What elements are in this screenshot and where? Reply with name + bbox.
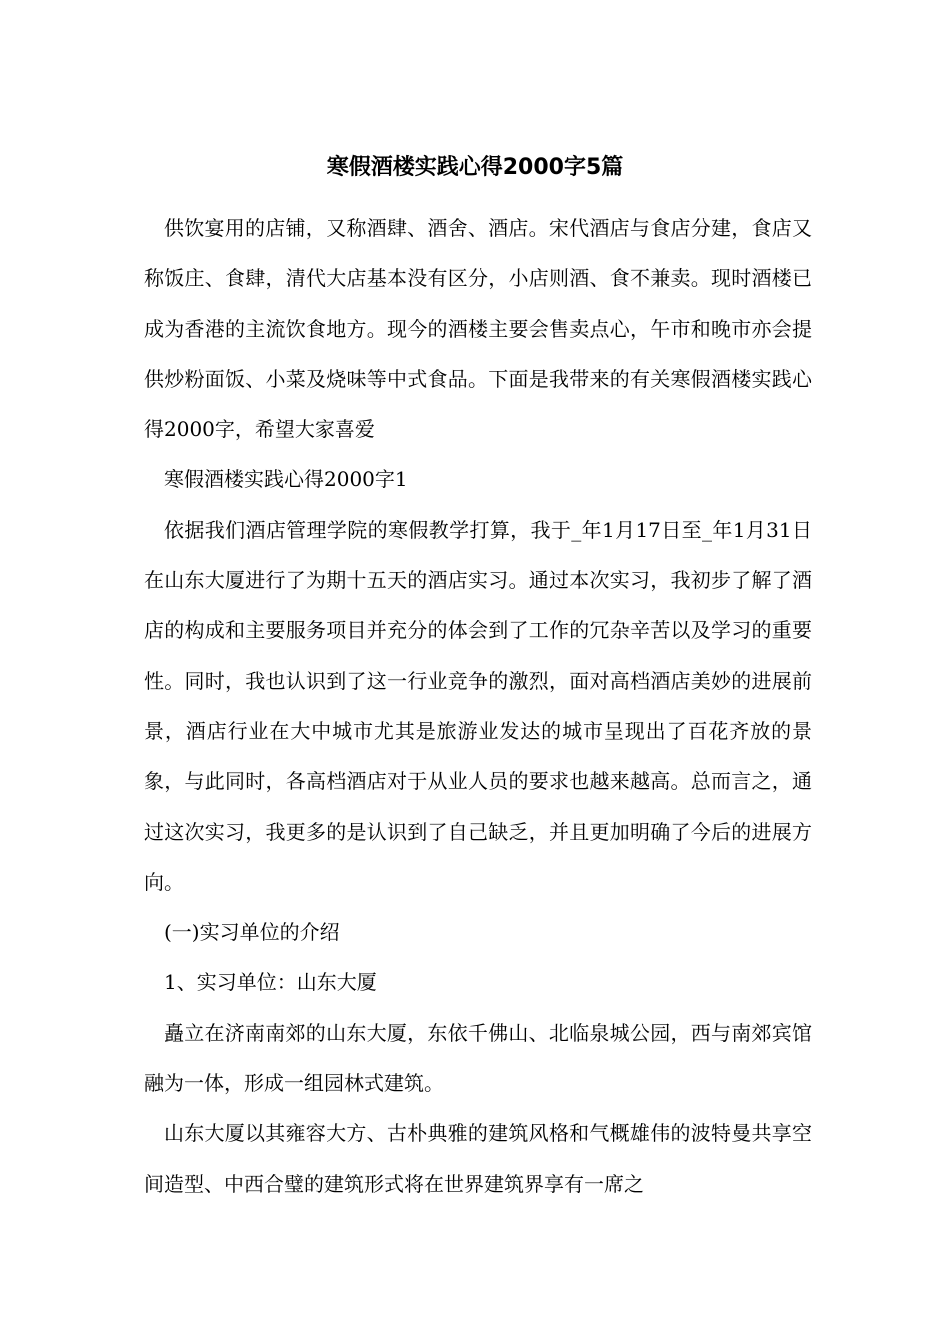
- paragraph-location: 矗立在济南南郊的山东大厦，东依千佛山、北临泉城公园，西与南郊宾馆融为一体，形成一组园林式建筑。: [144, 1020, 812, 1096]
- list-item-unit: 1、实习单位：山东大厦: [164, 970, 377, 995]
- subsection-heading: (一)实习单位的介绍: [164, 920, 340, 945]
- paragraph-architecture: 山东大厦以其雍容大方、古朴典雅的建筑风格和气概雄伟的波特曼共享空间造型、中西合璧的建筑形式将在世界建筑界享有一席之: [144, 1121, 812, 1196]
- paragraph-intro: 供饮宴用的店铺，又称酒肆、酒舍、酒店。宋代酒店与食店分建，食店又称饭庄、食肆，清代大店基本没有区分，小店则酒、食不兼卖。现时酒楼已成为香港的主流饮食地方。现今的酒楼主要会售卖点心，午市和晚市亦会提供炒粉面饭、小菜及烧味等中式食品。下面是我带来的有关寒假酒楼实践心得2000字，希望大家喜爱: [144, 216, 812, 442]
- section-heading-1: 寒假酒楼实践心得2000字1: [164, 467, 408, 492]
- document-body: [144, 203, 812, 1209]
- document-title: 寒假酒楼实践心得2000字5篇: [326, 155, 624, 180]
- paragraph-internship: 依据我们酒店管理学院的寒假教学打算，我于_年1月17日至_年1月31日在山东大厦进行了为期十五天的酒店实习。通过本次实习，我初步了解了酒店的构成和主要服务项目并充分的体会到了工作的冗杂辛苦以及学习的重要性。同时，我也认识到了这一行业竞争的激烈，面对高档酒店美妙的进展前景，酒店行业在大中城市尤其是旅游业发达的城市呈现出了百花齐放的景象，与此同时，各高档酒店对于从业人员的要求也越来越高。总而言之，通过这次实习，我更多的是认识到了自己缺乏，并且更加明确了今后的进展方向。: [144, 517, 812, 894]
